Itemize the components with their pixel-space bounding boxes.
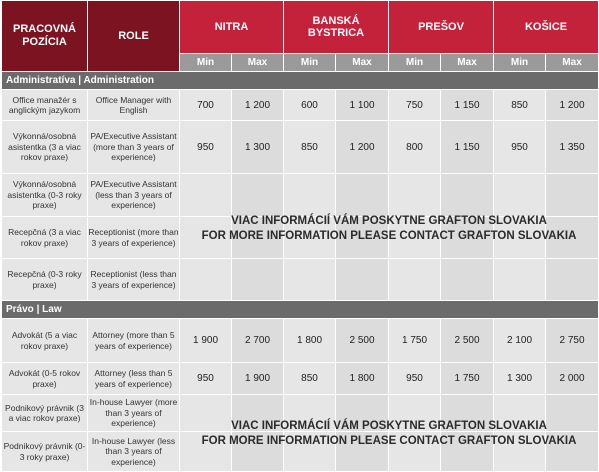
position-cell: Recepčná (0-3 roky praxe) xyxy=(2,259,88,301)
position-cell: Office manažér s anglickým jazykom xyxy=(2,90,88,121)
role-cell: Attorney (less than 5 years of experience) xyxy=(88,363,180,395)
empty-cell xyxy=(494,432,546,472)
empty-cell xyxy=(336,432,389,472)
notice-line-en: FOR MORE INFORMATION PLEASE CONTACT GRAFTON SLOVAKIA xyxy=(201,435,577,447)
empty-cell xyxy=(336,217,389,259)
position-cell: Podnikový právnik (3 a viac rokov praxe) xyxy=(2,395,88,432)
admin-rows xyxy=(2,90,599,301)
table-row xyxy=(2,217,599,259)
max-salary-cell: 2 000 xyxy=(546,363,599,395)
empty-cell xyxy=(232,174,284,217)
max-salary-cell: 1 150 xyxy=(441,90,494,121)
empty-cell xyxy=(336,259,389,301)
min-salary-cell: 700 xyxy=(180,90,232,121)
min-salary-cell: 950 xyxy=(180,121,232,174)
law-rows xyxy=(2,319,599,472)
min-header: Min xyxy=(389,54,441,72)
role-cell: Receptionist (less than 3 years of experience) xyxy=(88,259,180,301)
empty-cell xyxy=(284,259,336,301)
empty-cell xyxy=(284,217,336,259)
max-salary-cell: 1 750 xyxy=(441,363,494,395)
min-header: Min xyxy=(494,54,546,72)
empty-cell xyxy=(180,174,232,217)
salary-table xyxy=(1,0,599,472)
section-header-law: Právo | Law xyxy=(2,301,599,319)
table-row xyxy=(2,174,599,217)
max-salary-cell: 1 100 xyxy=(336,90,389,121)
position-cell: Advokát (0-5 rokov praxe) xyxy=(2,363,88,395)
max-salary-cell: 2 700 xyxy=(232,319,284,363)
empty-cell xyxy=(494,395,546,432)
role-cell: Attorney (more than 5 years of experience) xyxy=(88,319,180,363)
empty-cell xyxy=(546,395,599,432)
max-header: Max xyxy=(336,54,389,72)
min-salary-cell: 2 100 xyxy=(494,319,546,363)
empty-cell xyxy=(336,395,389,432)
max-header: Max xyxy=(232,54,284,72)
min-salary-cell: 1 300 xyxy=(494,363,546,395)
empty-cell xyxy=(441,395,494,432)
min-salary-cell: 1 900 xyxy=(180,319,232,363)
empty-cell xyxy=(232,395,284,432)
table-row xyxy=(2,259,599,301)
min-header: Min xyxy=(180,54,232,72)
position-cell: Recepčná (3 a viac rokov praxe) xyxy=(2,217,88,259)
empty-cell xyxy=(389,259,441,301)
empty-cell xyxy=(232,432,284,472)
empty-cell xyxy=(546,174,599,217)
min-salary-cell: 850 xyxy=(284,363,336,395)
empty-cell xyxy=(389,217,441,259)
empty-cell xyxy=(180,395,232,432)
empty-cell xyxy=(284,395,336,432)
role-cell: Receptionist (more than 3 years of experience) xyxy=(88,217,180,259)
min-salary-cell: 950 xyxy=(494,121,546,174)
empty-cell xyxy=(441,217,494,259)
empty-cell xyxy=(441,259,494,301)
max-salary-cell: 1 350 xyxy=(546,121,599,174)
empty-cell xyxy=(546,217,599,259)
role-cell: Office Manager with English xyxy=(88,90,180,121)
max-salary-cell: 1 200 xyxy=(546,90,599,121)
role-cell: PA/Executive Assistant (less than 3 years of experience) xyxy=(88,174,180,217)
max-salary-cell: 2 500 xyxy=(441,319,494,363)
city-header-nitra: NITRA xyxy=(180,1,284,54)
city-header-presov: PREŠOV xyxy=(389,1,494,54)
max-salary-cell: 2 500 xyxy=(336,319,389,363)
max-header: Max xyxy=(441,54,494,72)
role-cell: In-house Lawyer (less than 3 years of experience) xyxy=(88,432,180,472)
empty-cell xyxy=(389,395,441,432)
max-salary-cell: 1 200 xyxy=(336,121,389,174)
empty-cell xyxy=(494,259,546,301)
empty-cell xyxy=(284,174,336,217)
empty-cell xyxy=(389,432,441,472)
max-salary-cell: 1 150 xyxy=(441,121,494,174)
notice-line-en: FOR MORE INFORMATION PLEASE CONTACT GRAFTON SLOVAKIA xyxy=(201,230,577,242)
city-header-kosice: KOŠICE xyxy=(494,1,599,54)
position-header: PRACOVNÁ POZÍCIA xyxy=(2,1,88,72)
max-header: Max xyxy=(546,54,599,72)
min-salary-cell: 800 xyxy=(389,121,441,174)
empty-cell xyxy=(180,432,232,472)
min-salary-cell: 1 800 xyxy=(284,319,336,363)
max-salary-cell: 1 800 xyxy=(336,363,389,395)
table-row xyxy=(2,432,599,472)
position-cell: Výkonná/osobná asistentka (3 a viac rokov praxe) xyxy=(2,121,88,174)
position-cell: Podnikový právnik (0-3 roky praxe) xyxy=(2,432,88,472)
role-cell: PA/Executive Assistant (more than 3 years of experience) xyxy=(88,121,180,174)
role-cell: In-house Lawyer (more than 3 years of experience) xyxy=(88,395,180,432)
table-row xyxy=(2,90,599,121)
min-salary-cell: 950 xyxy=(389,363,441,395)
position-cell: Výkonná/osobná asistentka (0-3 roky praxe) xyxy=(2,174,88,217)
empty-cell xyxy=(389,174,441,217)
max-salary-cell: 1 200 xyxy=(232,90,284,121)
empty-cell xyxy=(546,259,599,301)
empty-cell xyxy=(180,217,232,259)
notice-line-sk: VIAC INFORMÁCIÍ VÁM POSKYTNE GRAFTON SLOVAKIA xyxy=(231,215,547,227)
empty-cell xyxy=(441,432,494,472)
max-salary-cell: 1 900 xyxy=(232,363,284,395)
min-header: Min xyxy=(284,54,336,72)
table-row xyxy=(2,395,599,432)
min-salary-cell: 850 xyxy=(494,90,546,121)
empty-cell xyxy=(441,174,494,217)
position-cell: Advokát (5 a viac rokov praxe) xyxy=(2,319,88,363)
min-salary-cell: 1 750 xyxy=(389,319,441,363)
city-header-banska-bystrica: BANSKÁ BYSTRICA xyxy=(284,1,389,54)
empty-cell xyxy=(494,217,546,259)
min-salary-cell: 950 xyxy=(180,363,232,395)
max-salary-cell: 1 300 xyxy=(232,121,284,174)
min-salary-cell: 850 xyxy=(284,121,336,174)
min-salary-cell: 600 xyxy=(284,90,336,121)
section-header-administration: Administratíva | Administration xyxy=(2,72,599,90)
empty-cell xyxy=(546,432,599,472)
empty-cell xyxy=(494,174,546,217)
role-header: ROLE xyxy=(88,1,180,72)
empty-cell xyxy=(232,217,284,259)
table-row xyxy=(2,319,599,363)
table-row xyxy=(2,121,599,174)
table-row xyxy=(2,363,599,395)
max-salary-cell: 2 750 xyxy=(546,319,599,363)
empty-cell xyxy=(180,259,232,301)
empty-cell xyxy=(336,174,389,217)
empty-cell xyxy=(284,432,336,472)
empty-cell xyxy=(232,259,284,301)
notice-line-sk: VIAC INFORMÁCIÍ VÁM POSKYTNE GRAFTON SLOVAKIA xyxy=(231,420,547,432)
min-salary-cell: 750 xyxy=(389,90,441,121)
